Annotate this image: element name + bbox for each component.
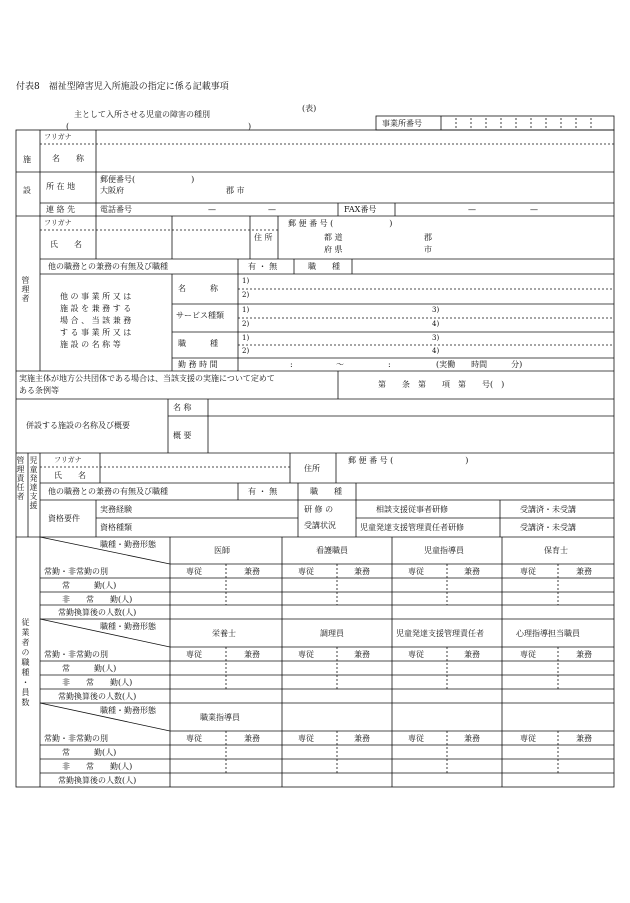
g2-kenmu-4: 兼務 xyxy=(576,650,592,659)
hoka-line-1: 他 の 事 業 所 又 は xyxy=(60,292,132,301)
heisetsu-label: 併設する施設の名称及び概要 xyxy=(26,421,130,430)
hoka-line-5: 施 設 の 名 称 等 xyxy=(60,340,121,349)
jitsumu-label: 実務経験 xyxy=(100,505,132,514)
kanrisha-kennin-label: 他の職務との兼務の有無及び職種 xyxy=(48,262,168,271)
g1-col-kango: 看護職員 xyxy=(316,546,348,555)
shikaku-shu-label: 資格種類 xyxy=(100,523,132,532)
g1-header-a: 職種・勤務形態 xyxy=(100,540,156,549)
g2-senju-1: 専従 xyxy=(186,650,202,659)
g1-col-jido: 児童指導員 xyxy=(424,546,464,555)
g3-col-shokugyo: 職業指導員 xyxy=(200,713,240,722)
shoku-n3: 3) xyxy=(432,334,440,342)
g1-kenmu-3: 兼務 xyxy=(464,567,480,576)
jorei-line-1: 実施主体が地方公共団体である場合は、当該支援の実施について定めて xyxy=(19,374,275,383)
g1-kenmu-4: 兼務 xyxy=(576,567,592,576)
omote-label: (表) xyxy=(302,104,317,113)
g2-kenmu-2: 兼務 xyxy=(354,650,370,659)
g1-kenmu-2: 兼務 xyxy=(354,567,370,576)
g1-kansan-label: 常勤換算後の人数(人) xyxy=(58,608,137,617)
g3-header-b: 常勤・非常勤の別 xyxy=(44,734,108,743)
g3-header-a: 職種・勤務形態 xyxy=(100,706,156,715)
jukou-status-1[interactable]: 受講済・未受講 xyxy=(520,505,576,514)
sekininsha-vlabel-1: 児童発達支援 xyxy=(29,456,38,510)
hoka-line-4: す る 事 業 所 又 は xyxy=(60,328,132,337)
g2-senju-4: 専従 xyxy=(520,650,536,659)
service-n4: 4) xyxy=(432,320,440,328)
g3-kenmu-4: 兼務 xyxy=(576,734,592,743)
kinmu-jitsudo: (実働 時間 分) xyxy=(436,360,523,369)
shisetsu-vlabel-1: 施 xyxy=(23,155,31,164)
g2-kansan-label: 常勤換算後の人数(人) xyxy=(58,692,137,701)
kanrisha-gun: 郡 xyxy=(424,233,432,242)
kinmu-tilde: 〜 xyxy=(336,360,344,369)
g1-hijokin-label: 非 常 勤(人) xyxy=(62,595,133,604)
g2-jokin-label: 常 勤(人) xyxy=(62,664,117,673)
g2-hijokin-label: 非 常 勤(人) xyxy=(62,678,133,687)
kanrisha-todofuken-1: 都 道 xyxy=(324,233,343,242)
kenshu-label-1: 研 修 の xyxy=(304,505,334,514)
g1-header-b: 常勤・非常勤の別 xyxy=(44,567,108,576)
g3-kenmu-3: 兼務 xyxy=(464,734,480,743)
hoka-service-label: サービス種類 xyxy=(176,311,224,320)
shisetsu-furigana-label: フリガナ xyxy=(44,133,72,141)
kanrisha-umu: 有 ・ 無 xyxy=(248,262,278,271)
service-n1: 1) xyxy=(242,306,250,314)
g1-col-hoiku: 保育士 xyxy=(544,546,568,555)
shoku-n2: 2) xyxy=(242,347,250,355)
kanrisha-shimei-label: 氏 名 xyxy=(50,240,82,249)
g1-senju-2: 専従 xyxy=(298,567,314,576)
jigyosho-bango-label: 事業所番号 xyxy=(382,119,422,128)
g3-jokin-label: 常 勤(人) xyxy=(62,748,117,757)
sekininsha-umu: 有 ・ 無 xyxy=(248,487,278,496)
g1-senju-1: 専従 xyxy=(186,567,202,576)
g3-senju-2: 専従 xyxy=(298,734,314,743)
shisetsu-meisho-label: 名 称 xyxy=(52,154,84,163)
g1-kenmu-1: 兼務 xyxy=(244,567,260,576)
g3-kenmu-1: 兼務 xyxy=(244,734,260,743)
hoka-line-3: 場 合 、 当 該 兼 務 xyxy=(60,316,132,325)
meisho-n1: 1) xyxy=(242,277,250,285)
fax-label: FAX番号 xyxy=(344,205,377,214)
g2-col-chori: 調理員 xyxy=(320,629,344,638)
g2-col-shinri: 心理指導担当職員 xyxy=(516,629,580,638)
fax-dash-1: — xyxy=(468,205,476,214)
hoka-kinmu-label: 勤 務 時 間 xyxy=(178,360,218,369)
hoka-line-2: 施 設 を 兼 務 す る xyxy=(60,304,132,313)
service-n2: 2) xyxy=(242,320,250,328)
g3-senju-4: 専従 xyxy=(520,734,536,743)
g1-col-ishi: 医師 xyxy=(214,546,230,555)
g1-senju-4: 専従 xyxy=(520,567,536,576)
g3-senju-3: 専従 xyxy=(408,734,424,743)
shisetsu-yubin-label: 郵便番号( ) xyxy=(100,175,195,184)
sekininsha-shimei-label: 氏 名 xyxy=(54,471,86,480)
g1-jokin-label: 常 勤(人) xyxy=(62,581,117,590)
shisetsu-gunshi-label: 郡 市 xyxy=(226,186,245,195)
sekininsha-vlabel-2: 管理責任者 xyxy=(16,456,25,501)
g2-col-jihatsu: 児童発達支援管理責任者 xyxy=(396,629,484,638)
kanrisha-jusho-label: 住 所 xyxy=(254,233,273,242)
shogai-shubetsu-label: 主として入所させる児童の障害の種別 xyxy=(74,110,210,119)
sekininsha-shokushu-label: 職 種 xyxy=(310,487,342,496)
g2-kenmu-3: 兼務 xyxy=(464,650,480,659)
kenshu-label-2: 受講状況 xyxy=(304,521,336,530)
doc-title: 付表8 福祉型障害児入所施設の指定に係る記載事項 xyxy=(16,82,229,92)
hoka-shoku-label: 職 種 xyxy=(178,339,218,348)
shisetsu-renraku-label: 連 絡 先 xyxy=(46,205,76,214)
kanrisha-furigana-label: フリガナ xyxy=(44,219,72,227)
fax-dash-2: — xyxy=(530,205,538,214)
denwa-dash-2: — xyxy=(268,205,276,214)
shoku-n1: 1) xyxy=(242,334,250,342)
jukou-status-2[interactable]: 受講済・未受講 xyxy=(520,523,576,532)
hoka-meisho-label: 名 称 xyxy=(178,284,218,293)
kinmu-colon-2: : xyxy=(388,360,391,369)
shoku-n4: 4) xyxy=(432,347,440,355)
paren-right: ) xyxy=(248,122,252,131)
shisetsu-vlabel-2: 設 xyxy=(23,186,31,195)
denwa-dash-1: — xyxy=(208,205,216,214)
g1-senju-3: 専従 xyxy=(408,567,424,576)
sekininsha-kennin-label: 他の職務との兼務の有無及び職種 xyxy=(48,487,168,496)
service-n3: 3) xyxy=(432,306,440,314)
shisetsu-osaka-label: 大阪府 xyxy=(100,186,124,195)
kanrisha-todofuken-2: 府 県 xyxy=(324,245,343,254)
g2-senju-3: 専従 xyxy=(408,650,424,659)
g2-col-eiyo: 栄養士 xyxy=(212,629,236,638)
kenshu-jihatsu: 児童発達支援管理責任者研修 xyxy=(360,523,464,532)
jugyosha-vlabel: 従業者の職種・員数 xyxy=(21,618,30,708)
kenshu-soudan: 相談支援従事者研修 xyxy=(376,505,448,514)
jorei-line-2: ある条例等 xyxy=(19,386,59,395)
heisetsu-gaiyo-label: 概 要 xyxy=(173,431,192,440)
kanrisha-vlabel: 管理者 xyxy=(21,276,30,303)
shisetsu-denwa-label: 電話番号 xyxy=(100,205,132,214)
sekininsha-furigana-label: フリガナ xyxy=(54,456,82,464)
kanrisha-shi: 市 xyxy=(424,245,432,254)
g2-kenmu-1: 兼務 xyxy=(244,650,260,659)
paren-left: ( xyxy=(66,122,70,131)
g2-senju-2: 専従 xyxy=(298,650,314,659)
g3-kenmu-2: 兼務 xyxy=(354,734,370,743)
jorei-value: 第 条 第 項 第 号( ) xyxy=(378,380,505,389)
kanrisha-yubin-label: 郵 便 番 号 ( ) xyxy=(288,219,393,228)
g3-hijokin-label: 非 常 勤(人) xyxy=(62,762,133,771)
shisetsu-shozaichi-label: 所 在 地 xyxy=(46,182,76,191)
heisetsu-meisho-label: 名 称 xyxy=(173,403,192,412)
g2-header-b: 常勤・非常勤の別 xyxy=(44,650,108,659)
kanrisha-shokushu-label: 職 種 xyxy=(308,262,340,271)
sekininsha-yubin-label: 郵 便 番 号 ( ) xyxy=(348,456,469,465)
g2-header-a: 職種・勤務形態 xyxy=(100,622,156,631)
kinmu-colon-1: : xyxy=(290,360,293,369)
meisho-n2: 2) xyxy=(242,291,250,299)
g3-senju-1: 専従 xyxy=(186,734,202,743)
shikaku-label: 資格要件 xyxy=(48,514,80,523)
g3-kansan-label: 常勤換算後の人数(人) xyxy=(58,776,137,785)
sekininsha-jusho-label: 住所 xyxy=(304,464,320,473)
